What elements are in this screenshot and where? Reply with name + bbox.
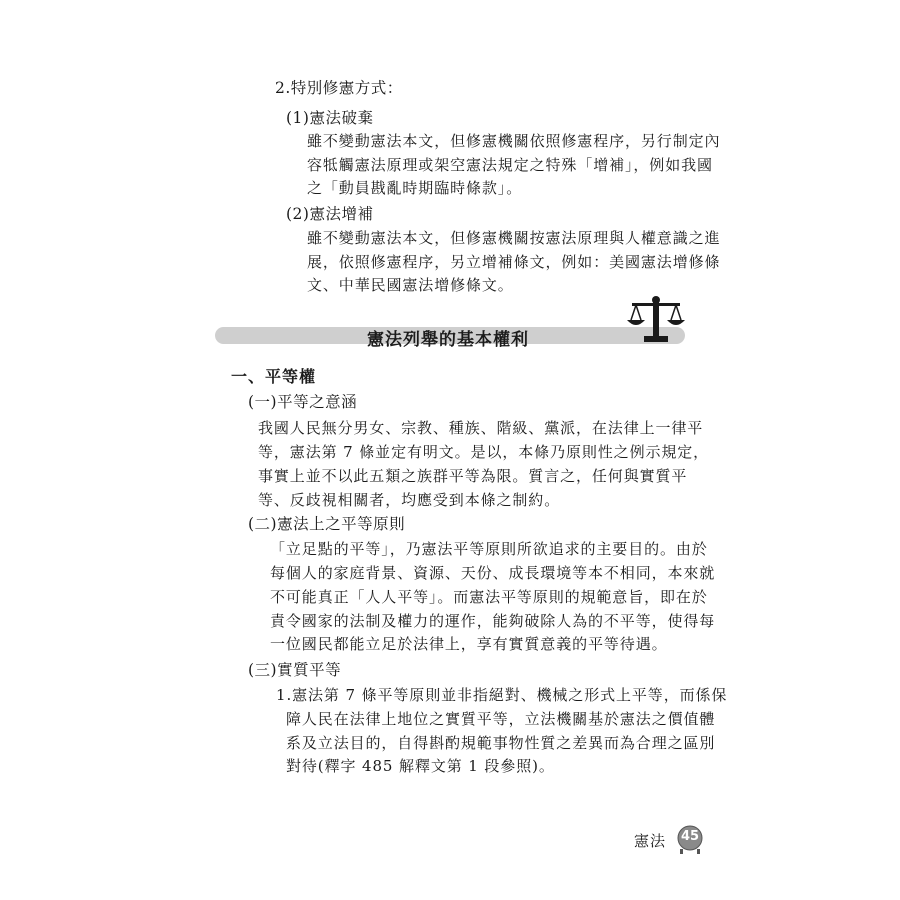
banner-title: 憲法列舉的基本權利	[367, 330, 529, 350]
paragraph-line: 等，憲法第 7 條並定有明文。是以，本條乃原則性之例示規定，	[258, 443, 710, 461]
paragraph-line: 我國人民無分男女、宗教、種族、階級、黨派，在法律上一律平	[258, 419, 704, 437]
paragraph-line: 每個人的家庭背景、資源、天份、成長環境等本不相同，本來就	[270, 564, 716, 582]
page-number-badge	[675, 823, 705, 855]
paragraph-line: 責令國家的法制及權力的運作，能夠破除人為的不平等，使得每	[270, 612, 716, 630]
paragraph-line: 之「動員戡亂時期臨時條款」。	[307, 179, 523, 197]
paragraph-line: 系及立法目的，自得斟酌規範事物性質之差異而為合理之區別	[286, 734, 716, 752]
section-heading: 一、平等權	[231, 367, 317, 386]
paragraph-line: 雖不變動憲法本文，但修憲機關依照修憲程序，另行制定內	[307, 132, 721, 150]
item-label: (2)憲法增補	[286, 205, 374, 223]
paragraph-line: 事實上並不以此五類之族群平等為限。質言之，任何與實質平	[258, 467, 688, 485]
paragraph-line: 等、反歧視相關者，均應受到本條之制約。	[258, 491, 561, 509]
paragraph-line: 文、中華民國憲法增修條文。	[307, 276, 514, 294]
subsection-heading: 2.特別修憲方式：	[275, 79, 403, 97]
paragraph-line: 容牴觸憲法原理或架空憲法規定之特殊「增補」，例如我國	[307, 156, 713, 174]
scale-icon	[626, 294, 686, 344]
paragraph-line: 對待(釋字 485 解釋文第 1 段參照)。	[286, 757, 555, 775]
item-label: (1)憲法破棄	[286, 109, 374, 127]
paragraph-line: 不可能真正「人人平等」。而憲法平等原則的規範意旨，即在於	[270, 588, 708, 606]
paragraph-line: 展，依照修憲程序，另立增補條文，例如：美國憲法增修條	[307, 253, 721, 271]
item-label: (一)平等之意涵	[248, 393, 358, 411]
paragraph-line: 1.憲法第 7 條平等原則並非指絕對、機械之形式上平等，而係保	[276, 686, 728, 704]
item-label: (三)實質平等	[248, 661, 342, 679]
footer-subject: 憲法	[634, 832, 667, 850]
page-number: 45	[680, 829, 700, 844]
paragraph-line: 「立足點的平等」，乃憲法平等原則所欲追求的主要目的。由於	[270, 540, 708, 558]
paragraph-line: 障人民在法律上地位之實質平等，立法機關基於憲法之價值體	[286, 710, 716, 728]
item-label: (二)憲法上之平等原則	[248, 515, 406, 533]
paragraph-line: 雖不變動憲法本文，但修憲機關按憲法原理與人權意識之進	[307, 229, 721, 247]
paragraph-line: 一位國民都能立足於法律上，享有實質意義的平等待遇。	[270, 635, 668, 653]
